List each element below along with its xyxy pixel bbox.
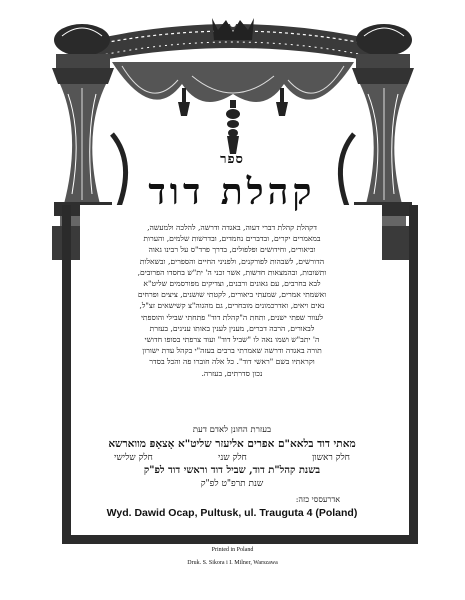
part-one: חלק ראשון — [311, 453, 350, 463]
description-line: במאמרים יקרים, ובדברים נחמדים, ובדרשות שלמים, והערות — [143, 234, 321, 244]
parts-line — [84, 452, 380, 463]
description-line: וקראתיו בשם "ראשי דוד". כל אלה חוברו פה והכל בסדר — [149, 357, 315, 367]
description-line: נאים ויאים, ואדרכמונים מובחרים, גם מהגוה"צ קשישאים זצ"ל, — [139, 301, 325, 311]
description-line: דקהלת קהלת דברי דעוה, באגדה ודרשה, להלכה ולמעשה, — [147, 223, 317, 232]
printer-line: Druk. S. Sikora i I. Milner, Warszawa — [187, 560, 278, 566]
part-two: חלק שני — [218, 453, 247, 463]
description-line: תורה באגדה ודרשה שאמרתי ברבים בעזה"י בקהל עדת ישורון — [142, 346, 322, 356]
description-line: ותשובות, ובהמצאות חדשות, אשר זכני ה' ית"ש בחסדו הפרובים, — [137, 267, 327, 277]
description-line: ה' יתב"ש ושמו נאה לו "שביל דוד" ועוד צרפתי בסופו חדושי — [144, 335, 320, 345]
author-line: מאתי דוד בלאא"ם אפרים אליעזר שליט"א אָצאָפּ מווארשא — [108, 438, 356, 450]
description-line: לבאורים, הרבה דברים, מענין לענין באותו ענינים, בעזרת — [149, 323, 315, 333]
year-line: שנת תרפ"ט לפ"ק — [200, 479, 264, 489]
description-line: הדורשים, לשבהות לפורקנים, ולפניני החיים והספרים, ובשאלות — [139, 256, 325, 266]
description-line: נכון סדרתים, בעזרה. — [201, 368, 263, 378]
publisher-address: Wyd. Dawid Ocap, Pultusk, ul. Trauguta 4 (Poland) — [106, 507, 358, 519]
description-line: וביאורים, וחידושים ופלפולים, בדרך פרד"ס על רבינו גאוה — [148, 245, 316, 255]
part-three: חלק שלישי — [114, 453, 153, 463]
book-label: ספר — [220, 152, 244, 167]
description-line: ואשמתי אמרים, שמעתי ביאורים, לקטתי שושנים, ציצים ופרחים — [137, 290, 327, 300]
description-line: לעוור שפתי ישנים, ותחת ה"קהלת דוד" פתחתי שבילי והוספתי — [140, 312, 324, 322]
helper-line: בעזרת החונן לאדם דעת — [192, 425, 272, 435]
printed-in-line: Printed in Poland — [211, 547, 254, 553]
names-line: בשנת קהל"ת דוד, שביל דוד וראשי דוד לפ"ק — [143, 465, 321, 476]
address-label: אדרעססי כזה: — [295, 495, 340, 504]
book-title: קהלת דוד — [148, 171, 316, 213]
title-block — [84, 150, 380, 504]
description-line: לבא בחרבים, עם גאונים ורבנים, וצדיקים מפורסמים שליט"א — [143, 279, 321, 289]
description-text — [90, 222, 374, 420]
